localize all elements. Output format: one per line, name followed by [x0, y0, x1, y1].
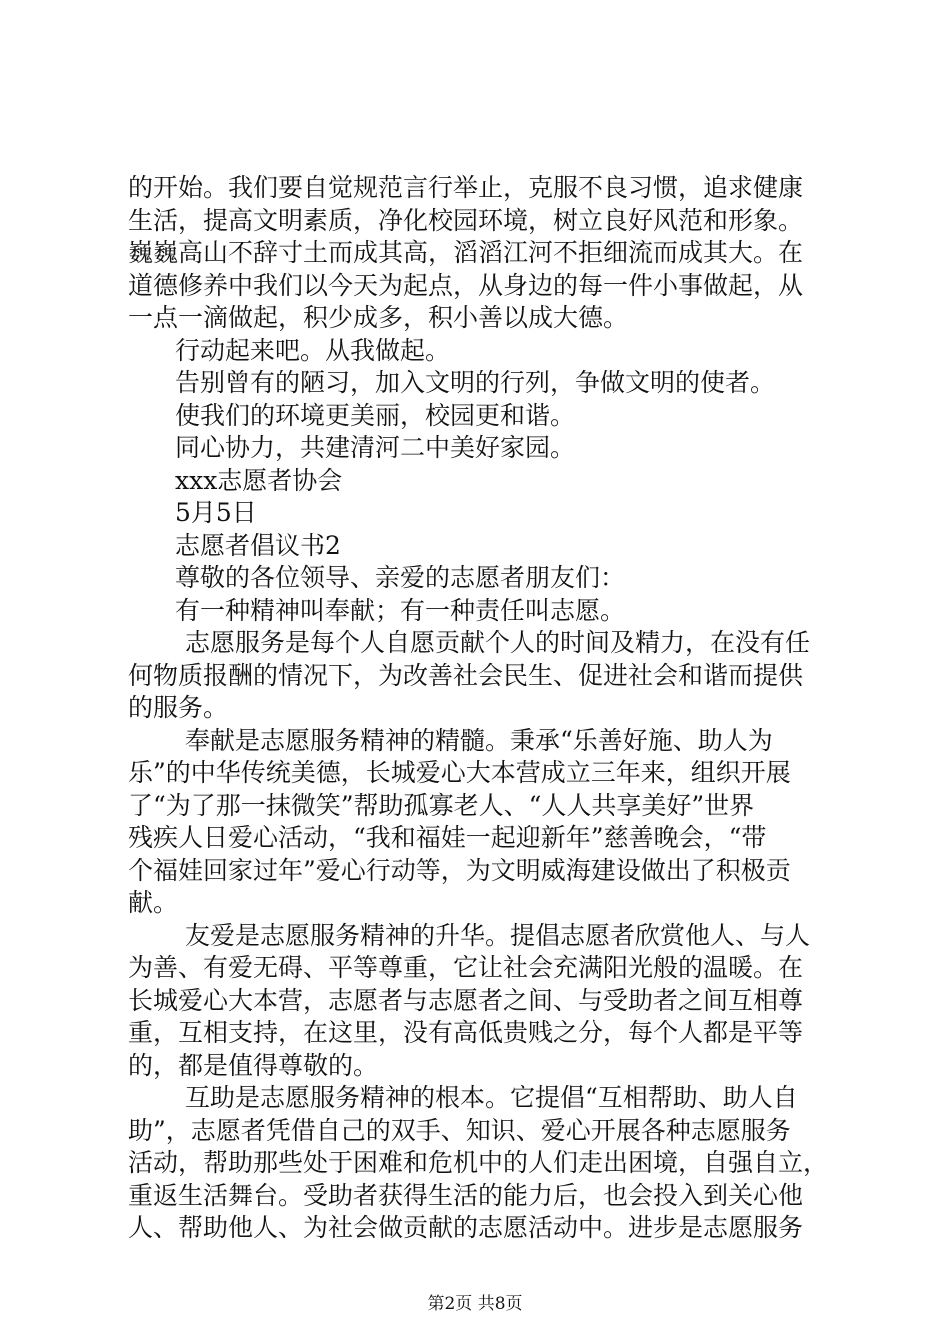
text-line: 何物质报酬的情况下，为改善社会民生、促进社会和谐而提供 [128, 660, 804, 690]
text-line: 有一种精神叫奉献；有一种责任叫志愿。 [175, 595, 626, 625]
text-line: 残疾人日爱心活动，“我和福娃一起迎新年”慈善晚会，“带 [128, 823, 767, 852]
text-line: 尊敬的各位领导、亲爱的志愿者朋友们： [175, 563, 626, 592]
text-line: 个福娃回家过年”爱心行动等，为文明威海建设做出了积极贡 [128, 855, 791, 885]
text-line: 重，互相支持，在这里，没有高低贵贱之分，每个人都是平等 [128, 1018, 804, 1047]
text-line: 乐”的中华传统美德，长城爱心大本营成立三年来，组织开展 [128, 758, 791, 787]
text-line: 的服务。 [128, 693, 229, 722]
text-line: 巍巍高山不辞寸土而成其高，滔滔江河不拒细流而成其大。在 [128, 238, 804, 267]
text-line: 的，都是值得尊敬的。 [128, 1050, 379, 1080]
text-line: 道德修养中我们以今天为起点，从身边的每一件小事做起，从 [128, 270, 804, 300]
text-line: 活动，帮助那些处于困难和危机中的人们走出困境，自强自立， [128, 1148, 829, 1177]
text-line: 志愿服务是每个人自愿贡献个人的时间及精力，在没有任 [185, 628, 811, 657]
text-line: 长城爱心大本营，志愿者与志愿者之间、与受助者之间互相尊 [128, 985, 804, 1015]
text-line: 5月5日 [175, 498, 257, 527]
text-line: 使我们的环境更美丽，校园更和谐。 [175, 400, 576, 430]
text-line: 告别曾有的陋习，加入文明的行列，争做文明的使者。 [175, 368, 776, 397]
text-line: 友爱是志愿服务精神的升华。提倡志愿者欣赏他人、与人 [185, 920, 811, 950]
text-line: 人、帮助他人、为社会做贡献的志愿活动中。进步是志愿服务 [128, 1213, 804, 1242]
text-line: 重返生活舞台。受助者获得生活的能力后，也会投入到关心他 [128, 1180, 804, 1210]
text-line: 的开始。我们要自觉规范言行举止，克服不良习惯，追求健康 [128, 173, 804, 202]
text-line: xxx志愿者协会 [175, 465, 343, 495]
text-line: 志愿者倡议书2 [175, 530, 341, 560]
text-line: 献。 [128, 888, 179, 917]
text-line: 行动起来吧。从我做起。 [175, 335, 451, 365]
text-line: 同心协力，共建清河二中美好家园。 [175, 433, 576, 462]
page-footer: 第2页 共8页 [427, 1294, 523, 1314]
text-line: 互助是志愿服务精神的根本。它提倡“互相帮助、助人自 [185, 1083, 798, 1112]
text-line: 助”，志愿者凭借自己的双手、知识、爱心开展各种志愿服务 [128, 1115, 791, 1145]
text-line: 一点一滴做起，积少成多，积小善以成大德。 [128, 303, 629, 332]
text-line: 生活，提高文明素质，净化校园环境，树立良好风范和形象。 [128, 205, 804, 235]
text-line: 了“为了那一抹微笑”帮助孤寡老人、“人人共享美好”世界 [128, 790, 755, 820]
text-line: 为善、有爱无碍、平等尊重，它让社会充满阳光般的温暖。在 [128, 953, 804, 982]
document-body [128, 172, 838, 1245]
text-line: 奉献是志愿服务精神的精髓。秉承“乐善好施、助人为 [185, 725, 773, 755]
